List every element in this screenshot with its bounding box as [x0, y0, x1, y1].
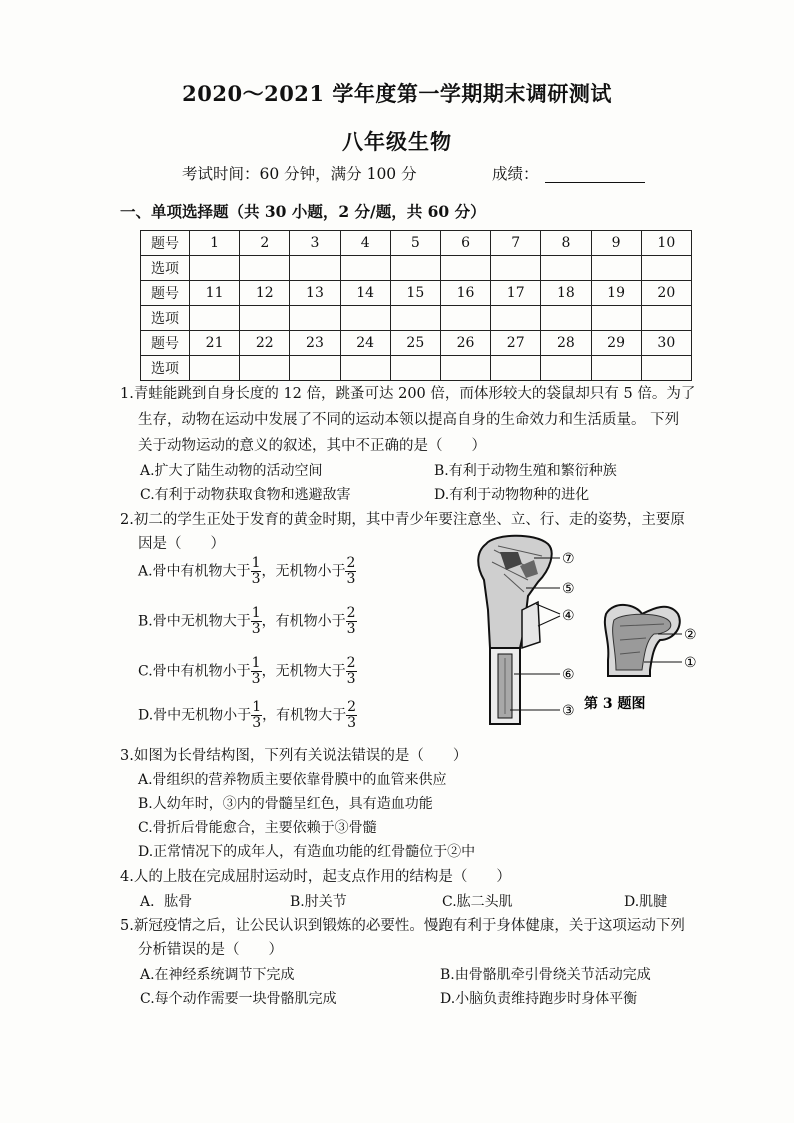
label-seven: ⑦: [562, 551, 575, 567]
grid-answer-cell[interactable]: [390, 256, 440, 281]
grid-answer-cell[interactable]: [190, 306, 240, 331]
grid-answer-cell[interactable]: [290, 256, 340, 281]
grid-answer-cell[interactable]: [290, 306, 340, 331]
q2-c-text2: ，无机物大于: [261, 663, 346, 680]
grid-answer-row: [141, 306, 692, 331]
label-three: ③: [562, 703, 575, 719]
q2-d-text1: D.骨中无机物小于: [138, 707, 252, 724]
subject-title: 八年级生物: [342, 129, 452, 154]
q2-b-text2: ，有机物小于: [261, 613, 346, 630]
fraction-two-thirds: $\frac{2}{3}$: [346, 605, 356, 637]
grid-answer-cell[interactable]: [591, 356, 641, 381]
q1-option-b: B.有利于动物生殖和繁衍种族: [434, 463, 617, 479]
grid-question-number: 20: [641, 281, 691, 306]
grid-question-number: 9: [591, 231, 641, 256]
q4-option-c: C.肱二头肌: [442, 894, 513, 910]
q2-option-d: [138, 700, 357, 731]
grid-question-number: 21: [190, 331, 240, 356]
q2-option-a: [138, 556, 356, 587]
grid-answer-cell[interactable]: [491, 306, 541, 331]
grid-number-row: [141, 231, 692, 256]
grid-answer-cell[interactable]: [290, 356, 340, 381]
fraction-one-third: $\frac{1}{3}$: [251, 605, 261, 637]
grid-answer-cell[interactable]: [190, 356, 240, 381]
q2-option-b: [138, 606, 357, 637]
grid-question-number: 10: [641, 231, 691, 256]
grid-row-label: 题号: [141, 281, 190, 306]
fraction-two-thirds: $\frac{2}{3}$: [346, 655, 356, 687]
grid-question-number: 29: [591, 331, 641, 356]
q1-line1: 1.青蛙能跳到自身长度的 12 倍，跳蚤可达 200 倍，而体形较大的袋鼠却只有 5 倍。为了: [120, 386, 696, 402]
grid-question-number: 25: [390, 331, 440, 356]
grid-question-number: 1: [190, 231, 240, 256]
grid-question-number: 5: [390, 231, 440, 256]
grid-question-number: 27: [491, 331, 541, 356]
grid-question-number: 17: [491, 281, 541, 306]
fraction-two-thirds: $\frac{2}{3}$: [347, 699, 357, 731]
fraction-one-third: $\frac{1}{3}$: [252, 699, 262, 731]
score-blank: [545, 168, 645, 183]
q2-a-text1: A.骨中有机物大于: [138, 563, 251, 580]
q5-line1: 5.新冠疫情之后，让公民认识到锻炼的必要性。慢跑有利于身体健康，关于这项运动下列: [120, 918, 685, 934]
grid-question-number: 8: [541, 231, 591, 256]
grid-question-number: 7: [491, 231, 541, 256]
q4-option-a: A．肱骨: [140, 894, 193, 910]
grid-answer-cell[interactable]: [390, 306, 440, 331]
q5-option-b: B.由骨骼肌牵引骨绕关节活动完成: [440, 967, 651, 983]
grid-answer-cell[interactable]: [591, 306, 641, 331]
grid-answer-cell[interactable]: [340, 306, 390, 331]
fraction-two-thirds: $\frac{2}{3}$: [346, 555, 356, 587]
grid-question-number: 6: [440, 231, 490, 256]
grid-row-label: 题号: [141, 231, 190, 256]
label-four: ④: [562, 608, 575, 624]
grid-answer-cell[interactable]: [641, 306, 691, 331]
label-two: ②: [684, 627, 697, 643]
grid-answer-cell[interactable]: [190, 256, 240, 281]
grid-answer-cell[interactable]: [340, 256, 390, 281]
grid-question-number: 11: [190, 281, 240, 306]
long-bone-figure: [464, 530, 714, 730]
q1-option-d: D.有利于动物物种的进化: [434, 487, 590, 503]
grid-answer-cell[interactable]: [541, 306, 591, 331]
grid-answer-cell[interactable]: [641, 256, 691, 281]
q5-option-a: A.在神经系统调节下完成: [140, 967, 295, 983]
grid-answer-cell[interactable]: [440, 256, 490, 281]
q2-b-text1: B.骨中无机物大于: [138, 613, 251, 630]
q2-option-c: [138, 656, 357, 687]
grid-answer-cell[interactable]: [641, 356, 691, 381]
grid-row-label: 选项: [141, 356, 190, 381]
grid-answer-cell[interactable]: [240, 306, 290, 331]
q2-line1: 2.初二的学生正处于发育的黄金时期，其中青少年要注意坐、立、行、走的姿势，主要原: [120, 512, 685, 528]
q5-option-c: C.每个动作需要一块骨骼肌完成: [140, 991, 337, 1007]
grid-answer-cell[interactable]: [340, 356, 390, 381]
grid-answer-row: [141, 256, 692, 281]
q1-option-c: C.有利于动物获取食物和逃避敌害: [140, 487, 351, 503]
q3-option-a: A.骨组织的营养物质主要依靠骨膜中的血管来供应: [138, 772, 447, 788]
grid-question-number: 2: [240, 231, 290, 256]
grid-question-number: 28: [541, 331, 591, 356]
q3-option-b: B.人幼年时，③内的骨髓呈红色，具有造血功能: [138, 796, 433, 812]
grid-question-number: 30: [641, 331, 691, 356]
grid-question-number: 24: [340, 331, 390, 356]
q4-option-d: D.肌腱: [624, 894, 668, 910]
score-field: [492, 162, 645, 184]
grid-question-number: 22: [240, 331, 290, 356]
q3-option-d: D.正常情况下的成年人，有造血功能的红骨髓位于②中: [138, 844, 476, 860]
grid-question-number: 3: [290, 231, 340, 256]
q1-option-a: A.扩大了陆生动物的活动空间: [140, 463, 323, 479]
grid-question-number: 26: [440, 331, 490, 356]
grid-answer-cell[interactable]: [390, 356, 440, 381]
grid-row-label: 题号: [141, 331, 190, 356]
q2-d-text2: ，有机物大于: [262, 707, 347, 724]
grid-number-row: [141, 281, 692, 306]
grid-question-number: 12: [240, 281, 290, 306]
q4-line1: 4.人的上肢在完成屈肘运动时，起支点作用的结构是（ ）: [120, 869, 511, 885]
section-title: 一、单项选择题（共 30 小题，2 分/题，共 60 分）: [120, 202, 486, 221]
grid-question-number: 15: [390, 281, 440, 306]
figure-caption: 第 3 题图: [584, 696, 646, 712]
label-one: ①: [684, 655, 697, 671]
grid-row-label: 选项: [141, 306, 190, 331]
q2-c-text1: C.骨中有机物小于: [138, 663, 251, 680]
grid-answer-row: [141, 356, 692, 381]
grid-question-number: 14: [340, 281, 390, 306]
exam-title: 2020～2021 学年度第一学期期末调研测试: [182, 81, 612, 106]
grid-question-number: 16: [440, 281, 490, 306]
grid-answer-cell[interactable]: [491, 356, 541, 381]
grid-answer-cell[interactable]: [440, 356, 490, 381]
grid-answer-cell[interactable]: [591, 256, 641, 281]
q5-option-d: D.小脑负责维持跑步时身体平衡: [440, 991, 638, 1007]
q2-line2: 因是（ ）: [138, 536, 225, 552]
grid-question-number: 4: [340, 231, 390, 256]
grid-answer-cell[interactable]: [240, 256, 290, 281]
q5-line2: 分析错误的是（ ）: [138, 942, 283, 958]
grid-answer-cell[interactable]: [440, 306, 490, 331]
grid-number-row: [141, 331, 692, 356]
score-label: 成绩：: [492, 165, 539, 183]
grid-answer-cell[interactable]: [491, 256, 541, 281]
q3-option-c: C.骨折后骨能愈合，主要依赖于③骨髓: [138, 820, 377, 836]
fraction-one-third: $\frac{1}{3}$: [251, 655, 261, 687]
grid-question-number: 19: [591, 281, 641, 306]
q2-a-text2: ，无机物小于: [261, 563, 346, 580]
grid-question-number: 18: [541, 281, 591, 306]
grid-answer-cell[interactable]: [541, 356, 591, 381]
label-six: ⑥: [562, 667, 575, 683]
grid-row-label: 选项: [141, 256, 190, 281]
long-bone-drawing: [478, 536, 551, 724]
q1-line2: 生存，动物在运动中发展了不同的运动本领以提高自身的生命效力和生活质量。 下列: [138, 412, 680, 428]
q3-line1: 3.如图为长骨结构图，下列有关说法错误的是（ ）: [120, 748, 468, 764]
grid-question-number: 13: [290, 281, 340, 306]
grid-answer-cell[interactable]: [541, 256, 591, 281]
q4-option-b: B.肘关节: [290, 894, 347, 910]
bone-cross-section-drawing: [605, 605, 680, 676]
label-five: ⑤: [562, 581, 575, 597]
q1-line3: 关于动物运动的意义的叙述，其中不正确的是（ ）: [138, 438, 486, 454]
fraction-one-third: $\frac{1}{3}$: [251, 555, 261, 587]
grid-answer-cell[interactable]: [240, 356, 290, 381]
grid-question-number: 23: [290, 331, 340, 356]
exam-info: 考试时间：60 分钟，满分 100 分: [182, 165, 417, 183]
answer-grid: [140, 230, 692, 381]
